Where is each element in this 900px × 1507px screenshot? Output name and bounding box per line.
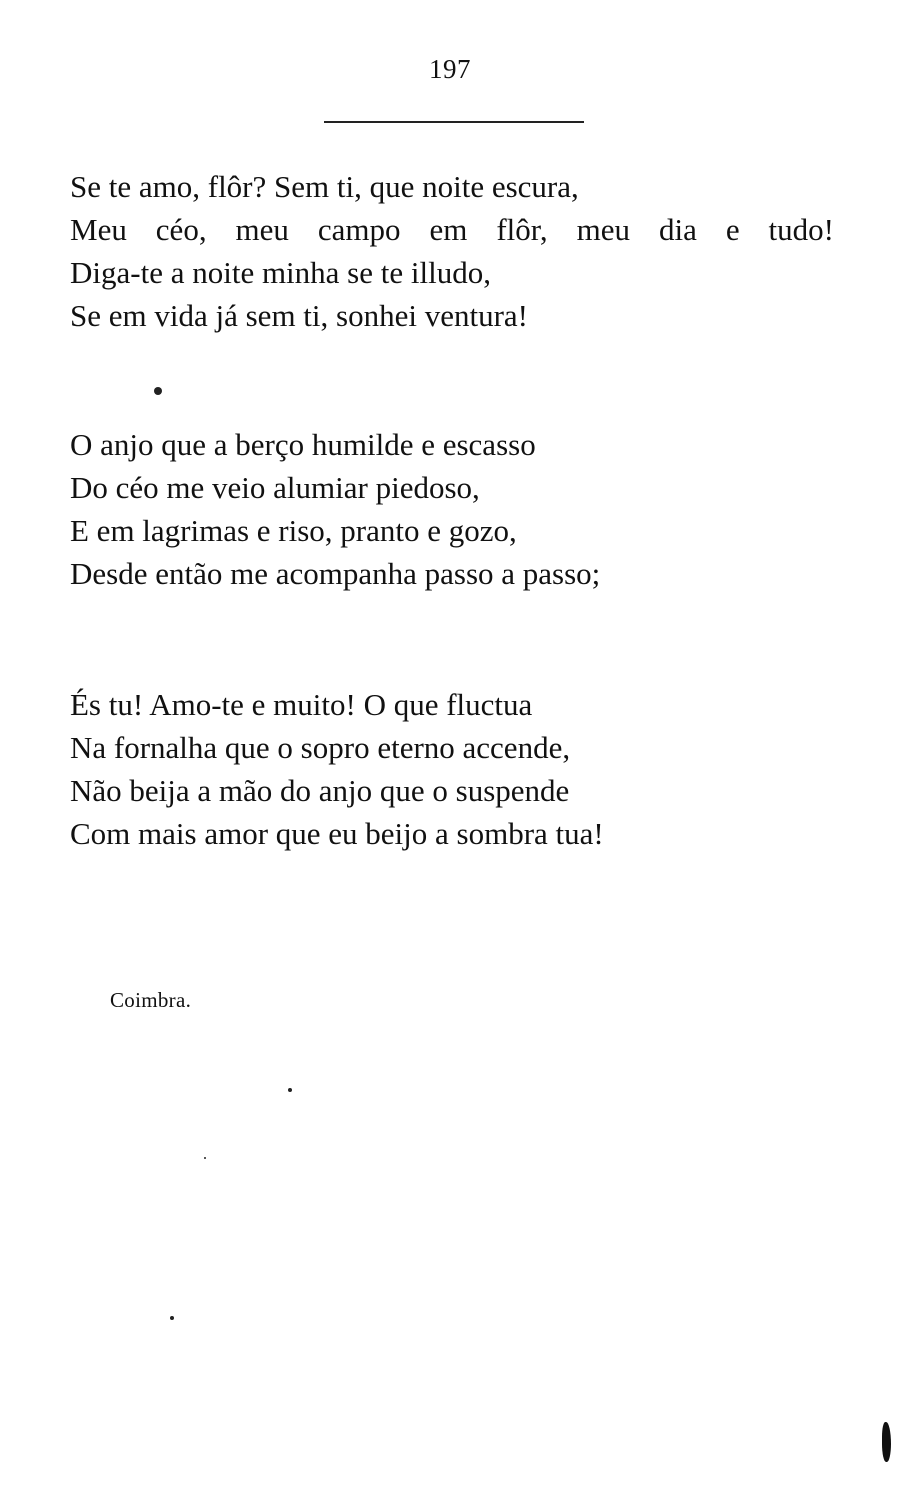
ink-speck (204, 1157, 206, 1159)
verse-line: Não beija a mão do anjo que o suspende (70, 773, 570, 808)
ink-speck (170, 1316, 174, 1320)
verse-line: O anjo que a berço humilde e escasso (70, 427, 536, 462)
verse-line: Se em vida já sem ti, sonhei ventura! (70, 298, 528, 333)
stanza-2 (70, 423, 600, 595)
header-rule (324, 121, 584, 123)
verse-line: E em lagrimas e riso, pranto e gozo, (70, 513, 517, 548)
ink-speck (154, 387, 162, 395)
verse-line: Se te amo, flôr? Sem ti, que noite escura, (70, 169, 579, 204)
verse-line: És tu! Amo-te e muito! O que fluctua (70, 687, 533, 722)
page-number: 197 (429, 54, 471, 84)
verse-line: Desde então me acompanha passo a passo; (70, 556, 601, 591)
verse-line: Meu céo, meu campo em flôr, meu dia e tudo! (70, 212, 834, 247)
verse-line: Do céo me veio alumiar piedoso, (70, 470, 480, 505)
stanza-1 (70, 165, 834, 337)
stanza-3 (70, 683, 604, 855)
verse-line: Diga-te a noite minha se te illudo, (70, 255, 491, 290)
place-signature: Coimbra. (110, 988, 192, 1012)
verse-line: Com mais amor que eu beijo a sombra tua! (70, 816, 604, 851)
page-edge-mark (882, 1422, 891, 1462)
verse-line: Na fornalha que o sopro eterno accende, (70, 730, 571, 765)
ink-speck (288, 1088, 292, 1092)
